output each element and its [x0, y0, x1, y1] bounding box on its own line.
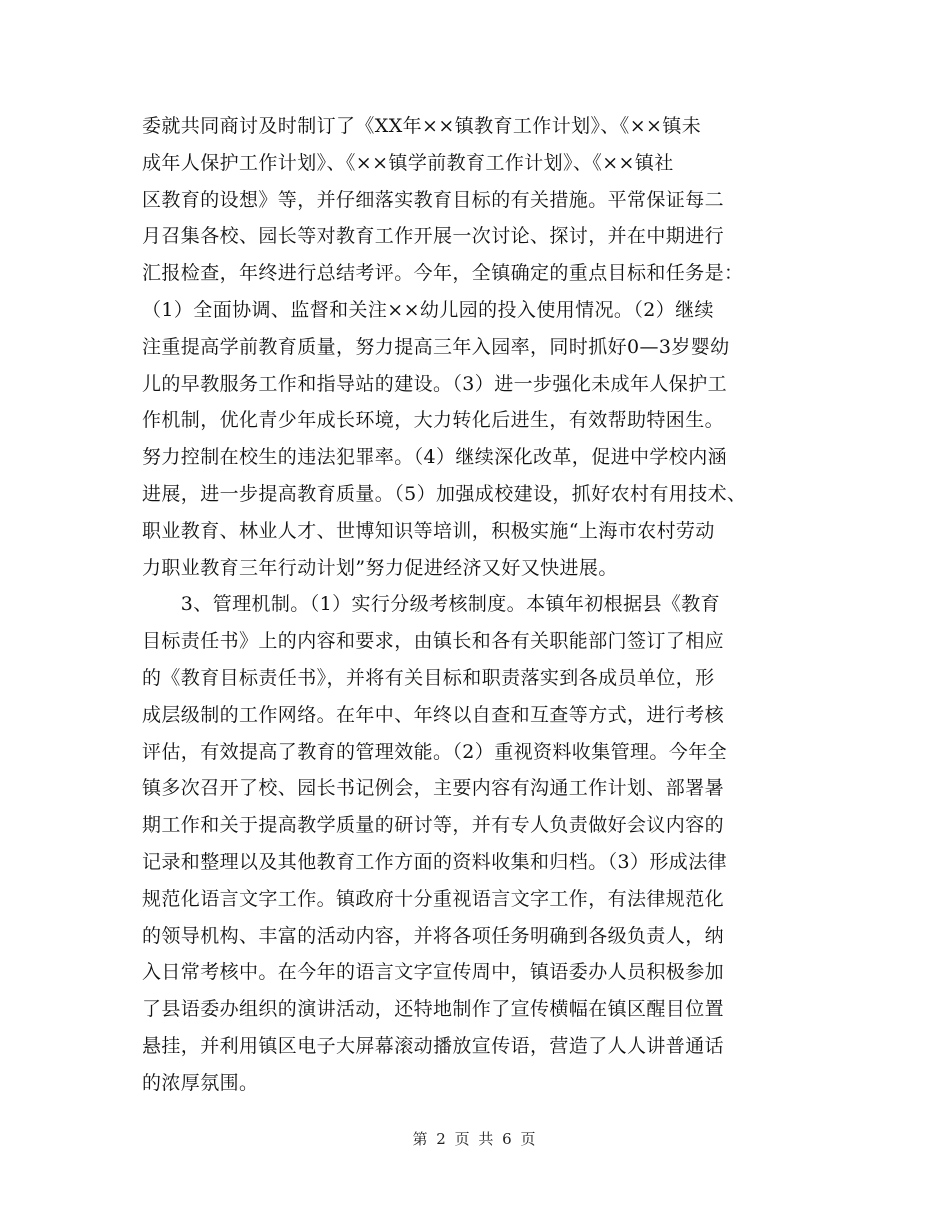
text-line: 努力控制在校生的违法犯罪率。（4）继续深化改革，促进中学校内涵 [142, 446, 727, 469]
text-line: 月召集各校、园长等对教育工作开展一次讨论、探讨，并在中期进行 [142, 225, 725, 248]
text-line: 目标责任书》上的内容和要求，由镇长和各有关职能部门签订了相应 [142, 630, 725, 653]
text-line: 悬挂，并利用镇区电子大屏幕滚动播放宣传语，营造了人人讲普通话 [142, 1034, 725, 1057]
text-line: 镇多次召开了校、园长书记例会，主要内容有沟通工作计划、部署暑 [142, 777, 725, 800]
text-line: 入日常考核中。在今年的语言文字宣传周中，镇语委办人员积极参加 [142, 961, 725, 984]
text-line: 作机制，优化青少年成长环境，大力转化后进生，有效帮助特困生。 [142, 409, 725, 432]
text-line: 进展，进一步提高教育质量。（5）加强成校建设，抓好农村有用技术、 [142, 482, 747, 505]
text-line: 成层级制的工作网络。在年中、年终以自查和互查等方式，进行考核 [142, 703, 725, 726]
text-line: 的浓厚氛围。 [142, 1071, 259, 1094]
text-line: 儿的早教服务工作和指导站的建设。（3）进一步强化未成年人保护工 [142, 372, 727, 395]
text-line: 汇报检查，年终进行总结考评。今年，全镇确定的重点目标和任务是： [142, 262, 744, 285]
page-number-footer: 第 2 页 共 6 页 [412, 1130, 538, 1148]
text-line: 了县语委办组织的演讲活动，还特地制作了宣传横幅在镇区醒目位置 [142, 998, 725, 1021]
text-line: 3、管理机制。（1）实行分级考核制度。本镇年初根据县《教育 [142, 593, 721, 616]
text-line: 评估，有效提高了教育的管理效能。（2）重视资料收集管理。今年全 [142, 740, 727, 763]
text-line: 期工作和关于提高教学质量的研讨等，并有专人负责做好会议内容的 [142, 814, 725, 837]
text-line: 职业教育、林业人才、世博知识等培训，积极实施“上海市农村劳动 [142, 519, 715, 542]
text-line: 注重提高学前教育质量，努力提高三年入园率，同时抓好0—3岁婴幼 [142, 335, 730, 358]
text-line: 成年人保护工作计划》、《××镇学前教育工作计划》、《××镇社 [142, 151, 674, 174]
body-text [142, 108, 822, 1102]
text-line: 区教育的设想》等，并仔细落实教育目标的有关措施。平常保证每二 [142, 188, 725, 211]
text-line: 的《教育目标责任书》，并将有关目标和职责落实到各成员单位，形 [142, 666, 715, 689]
text-line: 记录和整理以及其他教育工作方面的资料收集和归档。（3）形成法律 [142, 850, 727, 873]
text-line: 委就共同商讨及时制订了《XX年××镇教育工作计划》、《××镇未 [142, 115, 702, 137]
text-line: 的领导机构、丰富的活动内容，并将各项任务明确到各级负责人，纳 [142, 924, 725, 947]
text-line: （1）全面协调、监督和关注××幼儿园的投入使用情况。（2）继续 [142, 298, 714, 321]
text-line: 力职业教育三年行动计划”努力促进经济又好又快进展。 [142, 556, 618, 579]
text-line: 规范化语言文字工作。镇政府十分重视语言文字工作，有法律规范化 [142, 887, 725, 910]
